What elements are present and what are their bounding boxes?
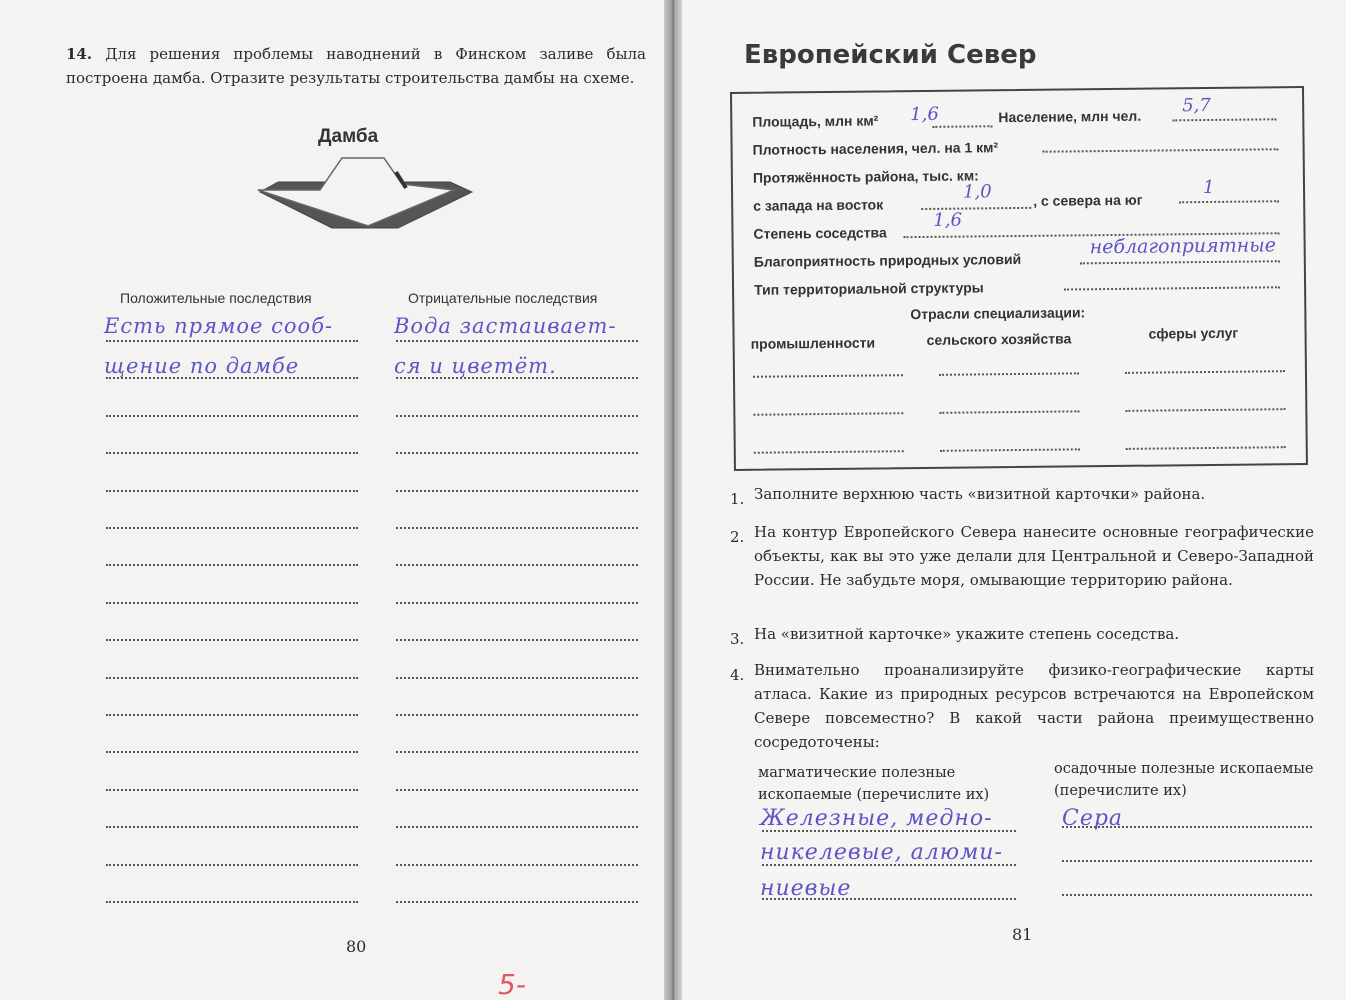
question-1-text: Заполните верхнюю часть «визитной карточки» района.: [754, 485, 1206, 503]
task-text: Для решения проблемы наводнений в Финском заливе была построена дамба. Отразите результаты строительства дамбы на схеме.: [66, 45, 646, 87]
branch-dotted-line: [753, 374, 903, 378]
branch-dotted-line: [754, 450, 904, 454]
neighborhood-value: 1,6: [933, 209, 963, 231]
branch-dotted-line: [753, 412, 903, 416]
dam-label: Дамба: [318, 126, 379, 147]
answer-dotted-line: [106, 602, 358, 604]
question-4-number: 4.: [730, 666, 745, 684]
sedimentary-header: осадочные полезные ископаемые (перечислите их): [1054, 761, 1314, 799]
answer-dotted-line: [106, 564, 358, 566]
branch-dotted-line: [940, 448, 1080, 451]
left-page: [0, 0, 664, 1000]
answer-dotted-line: [396, 677, 638, 679]
answer-dotted-line: [106, 901, 358, 903]
branch-dotted-line: [939, 410, 1079, 413]
resource-dotted-line: [1062, 894, 1312, 896]
sedimentary-handwriting-line-1: Сера: [1062, 806, 1124, 831]
page-number-81: 81: [1012, 925, 1033, 944]
answer-dotted-line: [396, 564, 638, 566]
branch-agriculture: сельского хозяйства: [926, 330, 1072, 348]
negative-handwriting-line-1: Вода застаивает-: [394, 314, 617, 338]
answer-dotted-line: [396, 639, 638, 641]
answer-dotted-line: [396, 490, 638, 492]
length-label: Протяжённость района, тыс. км:: [752, 167, 979, 186]
negative-consequences-header: Отрицательные последствия: [408, 290, 598, 306]
answer-dotted-line: [106, 415, 358, 417]
answer-dotted-line: [106, 751, 358, 753]
region-business-card: [730, 86, 1308, 471]
question-3-text: На «визитной карточке» укажите степень соседства.: [754, 625, 1180, 643]
magmatic-header: магматические полезные ископаемые (перечислите их): [758, 765, 990, 803]
answer-dotted-line: [106, 527, 358, 529]
population-dots: [1172, 118, 1276, 121]
answer-dotted-line: [396, 527, 638, 529]
area-dots: [932, 125, 992, 128]
area-label: Площадь, млн км²: [752, 112, 879, 130]
answer-dotted-line: [396, 751, 638, 753]
favorability-value: неблагоприятные: [1089, 234, 1277, 259]
question-4-text: Внимательно проанализируйте физико-географические карты атласа. Какие из природных ресурсов встречаются на Европейском Севере повсеместно? В какой части района преимущественно сосредоточены:: [754, 661, 1314, 751]
branch-dotted-line: [1125, 408, 1285, 412]
question-2-number: 2.: [730, 528, 745, 546]
teacher-grade: 5-: [498, 968, 526, 1000]
density-label: Плотность населения, чел. на 1 км²: [752, 139, 999, 158]
area-value: 1,6: [910, 103, 939, 126]
question-1-number: 1.: [730, 490, 745, 508]
answer-dotted-line: [396, 826, 638, 828]
answer-dotted-line: [396, 340, 638, 342]
answer-dotted-line: [396, 452, 638, 454]
north-south-dots: [1179, 200, 1279, 203]
page-number-80: 80: [346, 937, 367, 956]
positive-consequences-header: Положительные последствия: [120, 290, 312, 306]
answer-dotted-line: [106, 340, 358, 342]
answer-dotted-line: [396, 901, 638, 903]
branch-dotted-line: [1125, 370, 1285, 374]
branch-dotted-line: [1126, 446, 1286, 450]
magmatic-handwriting-line-1: Железные, медно-: [760, 806, 993, 831]
magmatic-handwriting-line-3: ниевые: [760, 876, 852, 901]
structure-dots: [1064, 286, 1280, 290]
west-east-value: 1,0: [962, 181, 992, 203]
answer-dotted-line: [106, 452, 358, 454]
answer-dotted-line: [396, 714, 638, 716]
favorability-dots: [1080, 260, 1280, 264]
structure-label: Тип территориальной структуры: [753, 279, 984, 298]
region-title: Европейский Север: [744, 40, 1037, 70]
dam-diagram: [250, 148, 490, 238]
question-3-number: 3.: [730, 630, 745, 648]
density-dots: [1043, 148, 1279, 152]
population-value: 5,7: [1182, 94, 1211, 117]
answer-dotted-line: [106, 677, 358, 679]
west-east-label: с запада на восток: [753, 196, 884, 214]
answer-dotted-line: [396, 864, 638, 866]
answer-dotted-line: [106, 714, 358, 716]
negative-handwriting-line-2: ся и цветёт.: [394, 354, 557, 378]
right-page: [682, 0, 1346, 1000]
north-south-value: 1: [1202, 176, 1215, 199]
resource-dotted-line: [1062, 860, 1312, 862]
answer-dotted-line: [106, 789, 358, 791]
north-south-label: , с севера на юг: [1033, 191, 1143, 209]
answer-dotted-line: [106, 639, 358, 641]
branches-header: Отрасли специализации:: [910, 304, 1086, 323]
positive-handwriting-line-1: Есть прямое сооб-: [104, 314, 334, 338]
answer-dotted-line: [106, 826, 358, 828]
question-2-text: На контур Европейского Севера нанесите основные географические объекты, как вы это уже делали для Центральной и Северо-Западной России. Не забудьте моря, омывающие территорию района.: [754, 523, 1314, 589]
task-14: [66, 42, 646, 90]
book-spine: [664, 0, 682, 1000]
positive-handwriting-line-2: щение по дамбе: [104, 354, 300, 378]
answer-dotted-line: [106, 864, 358, 866]
task-number: 14.: [66, 45, 93, 63]
answer-dotted-line: [396, 602, 638, 604]
branch-dotted-line: [939, 372, 1079, 375]
neighborhood-label: Степень соседства: [753, 224, 887, 242]
branch-answer-lines: [732, 88, 1302, 94]
branch-industry: промышленности: [750, 334, 876, 352]
magmatic-handwriting-line-2: никелевые, алюми-: [760, 840, 1003, 865]
answer-dotted-line: [106, 490, 358, 492]
answer-dotted-line: [396, 415, 638, 417]
dam-outline-shape: [258, 158, 454, 226]
branch-services: сферы услуг: [1148, 324, 1239, 342]
answer-dotted-line: [396, 789, 638, 791]
population-label: Население, млн чел.: [998, 107, 1142, 126]
favorability-label: Благоприятность природных условий: [753, 250, 1022, 270]
